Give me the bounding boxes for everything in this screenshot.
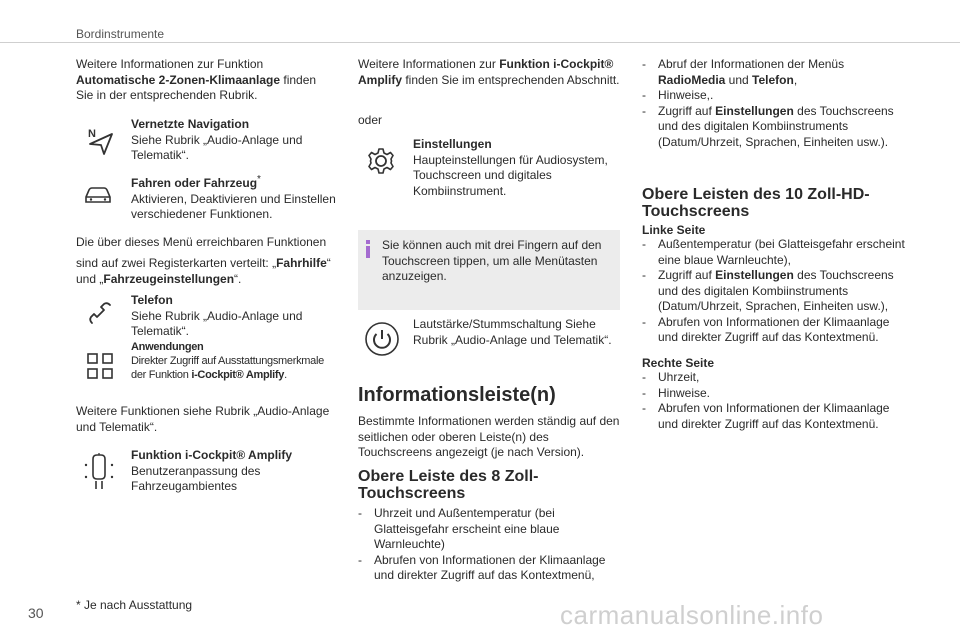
phone-entry: Telefon Siehe Rubrik „Audio-Anlage und Telematik“. bbox=[131, 293, 303, 338]
list-item: - Zugriff auf Einstellungen des Touchscreens und des digitalen Kombiinstruments (Datum/Uhrzeit, Sprachen, Einheiten usw.), bbox=[642, 268, 912, 315]
menu-list bbox=[642, 57, 912, 150]
apps-entry: Anwendungen Direkter Zugriff auf Ausstattungsmerkmale der Funktion i-Cockpit® Amplify. bbox=[131, 341, 324, 381]
top-bar-8-heading: Obere Leiste des 8 Zoll-Touchscreens bbox=[358, 468, 539, 502]
amplify-entry: Funktion i-Cockpit® Amplify Benutzeranpassung des Fahrzeugambientes bbox=[131, 448, 293, 493]
intro-amplify: Weitere Informationen zur Funktion i-Cockpit® Amplify finden Sie im entsprechenden Abschnitt. bbox=[358, 57, 620, 87]
top-bar-8-list bbox=[358, 506, 620, 584]
apps-grid-icon bbox=[85, 351, 115, 381]
vehicle-entry: Fahren oder Fahrzeug* Aktivieren, Deaktivieren und Einstellen verschiedener Funktionen. bbox=[131, 174, 336, 221]
info-box bbox=[358, 230, 620, 310]
top-bar-10-heading: Obere Leisten des 10 Zoll-HD-Touchscreens bbox=[642, 186, 870, 220]
left-side-list bbox=[642, 237, 912, 346]
list-item: - Abruf der Informationen der Menüs RadioMedia und Telefon, bbox=[642, 57, 912, 88]
menu-intro: Die über dieses Menü erreichbaren Funktionen bbox=[76, 235, 327, 249]
list-item: - Abrufen von Informationen der Klimaanlage und direkter Zugriff auf das Kontextmenü. bbox=[642, 401, 912, 432]
page-number: 30 bbox=[28, 605, 44, 621]
left-side-title: Linke Seite bbox=[642, 223, 706, 237]
phone-icon bbox=[85, 298, 115, 328]
list-item: - Zugriff auf Einstellungen des Touchscreens und des digitalen Kombiinstruments (Datum/Uhrzeit, Sprachen, Einheiten usw.). bbox=[642, 104, 912, 151]
more-functions: Weitere Funktionen siehe Rubrik „Audio-Anlage und Telematik“. bbox=[76, 404, 330, 434]
watermark: carmanualsonline.info bbox=[560, 600, 824, 630]
right-side-title: Rechte Seite bbox=[642, 356, 715, 370]
oder-text: oder bbox=[358, 113, 383, 127]
header-divider bbox=[0, 42, 960, 43]
list-item: - Abrufen von Informationen der Klimaanlage und direkter Zugriff auf das Kontextmenü, bbox=[358, 553, 620, 584]
info-bar-heading: Informationsleiste(n) bbox=[358, 384, 556, 406]
volume-entry: Lautstärke/Stummschaltung Siehe Rubrik „Audio-Anlage und Telematik“. bbox=[413, 317, 612, 347]
list-item: - Hinweise. bbox=[642, 386, 912, 402]
nav-entry: Vernetzte Navigation Siehe Rubrik „Audio-Anlage und Telematik“. bbox=[131, 117, 303, 162]
svg-text:N: N bbox=[88, 128, 96, 140]
intro-climate: Weitere Informationen zur Funktion Automatische 2-Zonen-Klimaanlage finden Sie in der entsprechenden Rubrik. bbox=[76, 57, 317, 102]
gear-icon bbox=[366, 146, 396, 176]
info-bar-text: Bestimmte Informationen werden ständig auf den seitlichen oder oberen Leiste(n) des Touchscreens angezeigt (je nach Version). bbox=[358, 414, 620, 459]
section-header: Bordinstrumente bbox=[76, 27, 165, 41]
settings-entry: Einstellungen Haupteinstellungen für Audiosystem, Touchscreen und digitales Kombiinstrument. bbox=[413, 137, 608, 198]
list-item: - Außentemperatur (bei Glatteisgefahr erscheint eine blaue Warnleuchte), bbox=[642, 237, 912, 268]
menu-tabs: sind auf zwei Registerkarten verteilt: „Fahrhilfe“ und „Fahrzeugeinstellungen“. bbox=[76, 256, 331, 286]
amplify-icon bbox=[82, 453, 116, 493]
info-icon bbox=[366, 240, 370, 258]
list-item: - Uhrzeit und Außentemperatur (bei Glatteisgefahr erscheint eine blaue Warnleuchte) bbox=[358, 506, 620, 553]
list-item: - Abrufen von Informationen der Klimaanlage und direkter Zugriff auf das Kontextmenü. bbox=[642, 315, 912, 346]
list-item: - Uhrzeit, bbox=[642, 370, 912, 386]
info-box-text: Sie können auch mit drei Fingern auf den Touchscreen tippen, um alle Menütasten anzuzeigen. bbox=[382, 238, 602, 283]
list-item: - Hinweise,. bbox=[642, 88, 912, 104]
car-icon bbox=[83, 178, 113, 208]
navigation-icon bbox=[86, 126, 116, 156]
footnote: * Je nach Ausstattung bbox=[76, 598, 193, 612]
power-icon bbox=[364, 321, 400, 357]
right-side-list bbox=[642, 370, 912, 432]
